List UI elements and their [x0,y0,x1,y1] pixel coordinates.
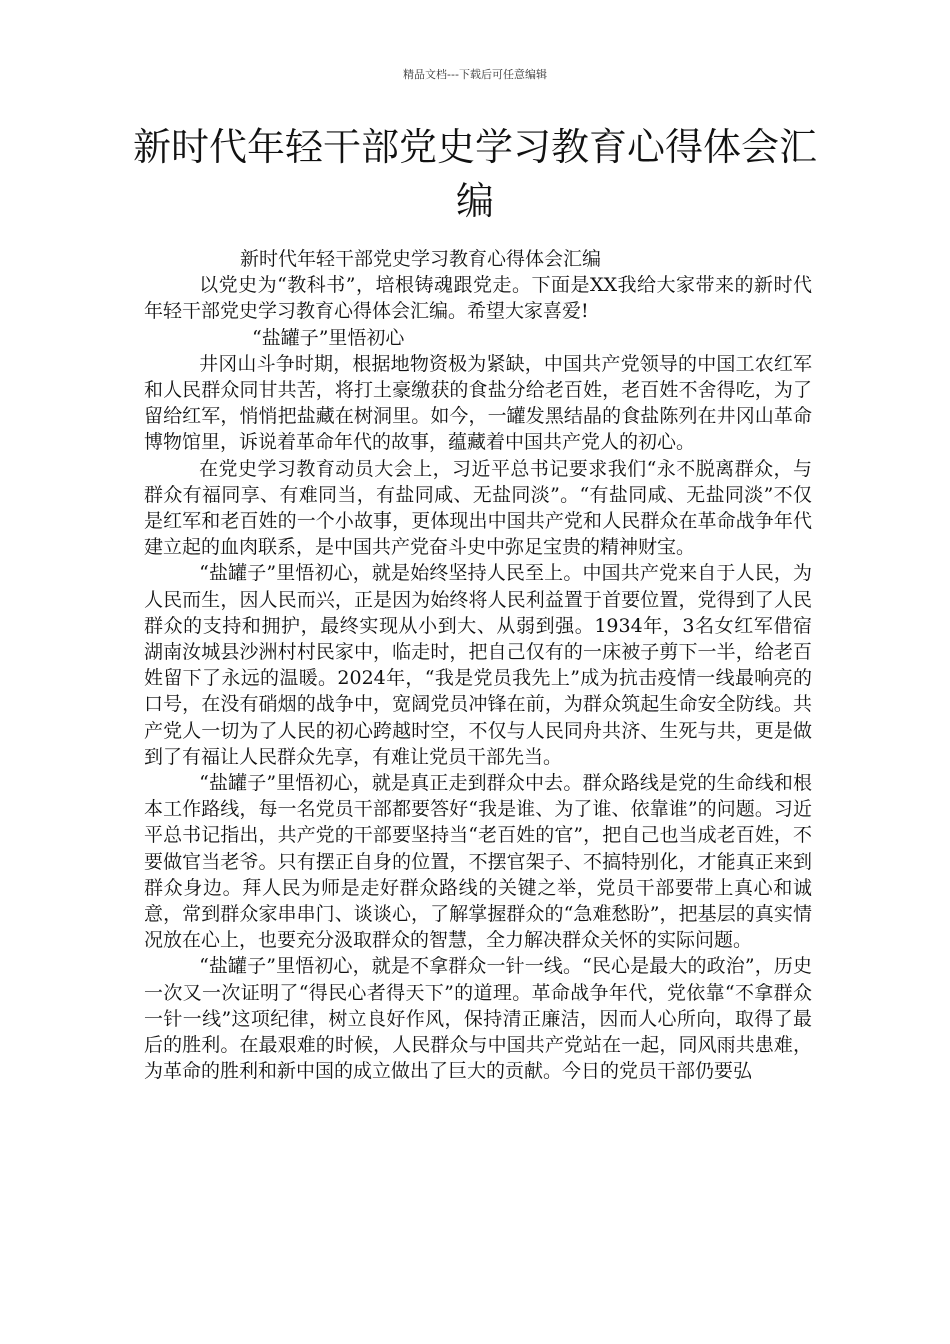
intro-paragraph: 以党史为“教科书”，培根铸魂跟党走。下面是XX我给大家带来的新时代年轻干部党史学习教育心得体会汇编。希望大家喜爱! [144,274,812,323]
document-title: 新时代年轻干部党史学习教育心得体会汇编 [132,125,817,223]
section-heading: “盐罐子”里悟初心 [252,326,405,349]
body-paragraph: “盐罐子”里悟初心，就是不拿群众一针一线。“民心是最大的政治”，历史一次又一次证明了“得民心者得天下”的道理。革命战争年代，党依靠“不拿群众一针一线”这项纪律，树立良好作风，保持清正廉洁，因而人心所向，取得了最后的胜利。在最艰难的时候，人民群众与中国共产党站在一起，同风雨共患难，为革命的胜利和新中国的成立做出了巨大的贡献。今日的党员干部仍要弘 [144,955,812,1083]
body-paragraph: “盐罐子”里悟初心，就是真正走到群众中去。群众路线是党的生命线和根本工作路线，每一名党员干部都要答好“我是谁、为了谁、依靠谁”的问题。习近平总书记指出，共产党的干部要坚持当“老百姓的官”，把自己也当成老百姓，不要做官当老爷。只有摆正自身的位置，不摆官架子、不搞特别化，才能真正来到群众身边。拜人民为师是走好群众路线的关键之举，党员干部要带上真心和诚意，常到群众家串串门、谈谈心，了解掌握群众的“急难愁盼”，把基层的真实情况放在心上，也要充分汲取群众的智慧，全力解决群众关怀的实际问题。 [144,772,812,952]
body-paragraph: “盐罐子”里悟初心，就是始终坚持人民至上。中国共产党来自于人民，为人民而生，因人民而兴，正是因为始终将人民利益置于首要位置，党得到了人民群众的支持和拥护，最终实现从小到大、从弱到强。1934年，3名女红军借宿湖南汝城县沙洲村村民家中，临走时，把自己仅有的一床被子剪下一半，给老百姓留下了永远的温暖。2024年，“我是党员我先上”成为抗击疫情一线最响亮的口号，在没有硝烟的战争中，宽阔党员冲锋在前，为群众筑起生命安全防线。共产党人一切为了人民的初心跨越时空，不仅与人民同舟共济、生死与共，更是做到了有福让人民群众先享，有难让党员干部先当。 [144,562,812,768]
document-subtitle: 新时代年轻干部党史学习教育心得体会汇编 [240,248,602,270]
body-paragraph: 井冈山斗争时期，根据地物资极为紧缺，中国共产党领导的中国工农红军和人民群众同甘共苦，将打土豪缴获的食盐分给老百姓，老百姓不舍得吃，为了留给红军，悄悄把盐藏在树洞里。如今，一罐发黑结晶的食盐陈列在井冈山革命博物馆里，诉说着革命年代的故事，蕴藏着中国共产党人的初心。 [144,352,812,454]
document-body [144,246,812,1085]
page-header-note: 精品文档---下载后可任意编辑 [403,68,547,81]
body-paragraph: 在党史学习教育动员大会上，习近平总书记要求我们“永不脱离群众，与群众有福同享、有难同当，有盐同咸、无盐同淡”。“有盐同咸、无盐同淡”不仅是红军和老百姓的一个小故事，更体现出中国共产党和人民群众在革命战争年代建立起的血肉联系，是中国共产党奋斗史中弥足宝贵的精神财宝。 [144,457,812,559]
